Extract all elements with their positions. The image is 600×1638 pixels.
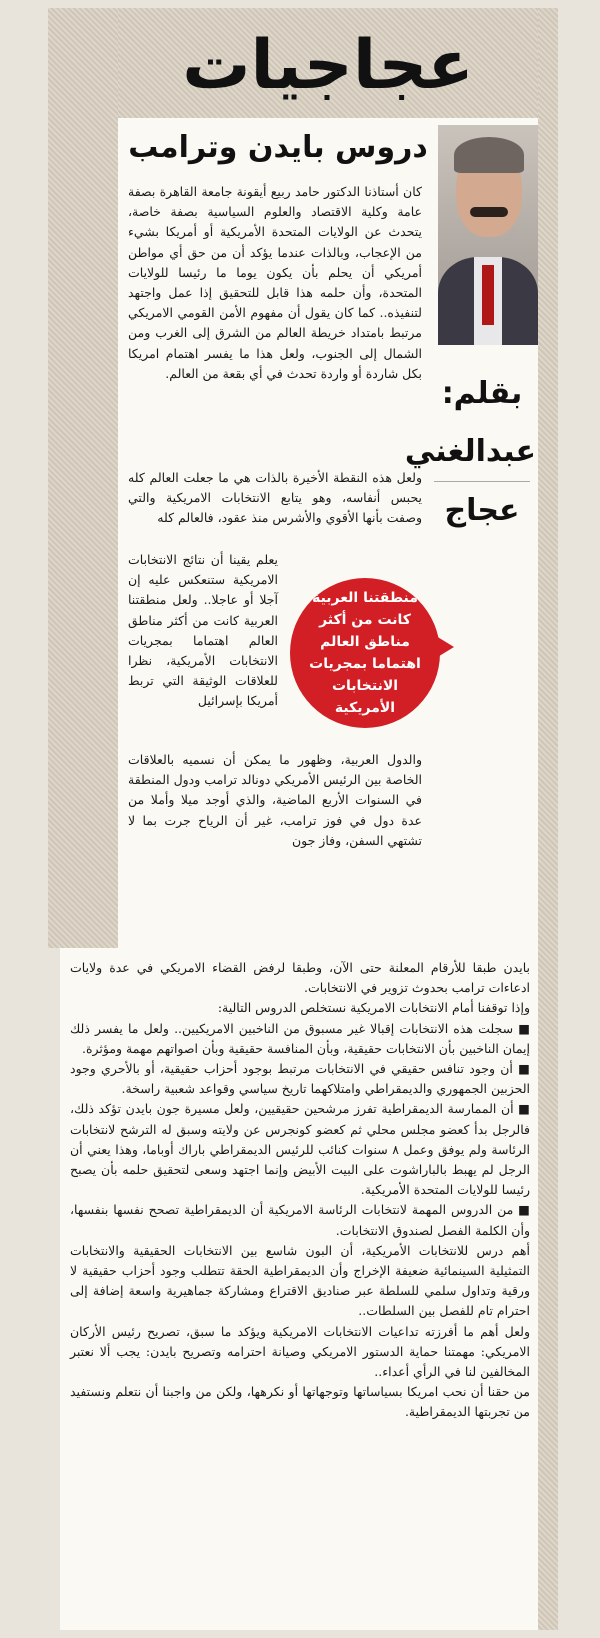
author-byline <box>404 365 536 540</box>
lower-paragraph: ■ أن الممارسة الديمقراطية تفرز مرشحين حقيقيين، ولعل مسيرة جون بايدن تؤكد ذلك، فالرجل بدأ كعضو مجلس محلي ثم كعضو كونجرس عن ولايته وسبق له الترشح لانتخابات الرئاسة ولم يوفق وعمل ٨ سنوات كنائب للرئيس الديمقراطي باراك أوباما، وهذا يعني أن الرجل لم يهبط بالباراشوت على البيت الأبيض وإنما اجتهد وسعى لتحقيق حلمه بأن يصبح رئيسا للولايات المتحدة الأمريكية. <box>70 1101 530 1198</box>
paragraph-intro: كان أستاذنا الدكتور حامد ربيع أيقونة جامعة القاهرة بصفة عامة وكلية الاقتصاد والعلوم السياسية بصفة خاصة، يتحدث عن الولايات المتحدة الأمريكية أو أمريكا بشيء من الإعجاب، وبالذات عندما يؤكد أن من حق أي مواطن أمريكي أن يحلم بأن يكون يوما ما رئيسا للولايات المتحدة، وأن حلمه هذا قابل للتحقيق إذا عمل واجتهد لتنفيذه.. كما كان يقول أن مفهوم الأمن القومي الامريكي مرتبط بامتداد خريطة العالم من الشرق إلى الغرب ومن الشمال إلى الجنوب، ولعل هذا ما يفسر اهتمام امريكا بكل شاردة أو واردة تحدث في أي بقعة من العالم. <box>128 184 422 381</box>
right-border-hatch <box>538 8 558 1630</box>
lower-text <box>70 958 530 1423</box>
paragraph-region: يعلم يقينا أن نتائج الانتخابات الامريكية ستنعكس عليه إن آجلا أو عاجلا.. ولعل منطقتنا العربية كانت من أكثر مناطق العالم اهتماما بمجريات الانتخابات الأمريكية، نظرا للعلاقات الوثيقة التي تربط أمريكا بإسرائيل <box>128 552 278 709</box>
lower-paragraph: بايدن طبقا للأرقام المعلنة حتى الآن، وطبقا لرفض القضاء الامريكي في عدة ولايات ادعاءات ترامب بحدوث تزوير في الانتخابات. <box>70 960 530 996</box>
lower-paragraph: وإذا توقفنا أمام الانتخابات الامريكية نستخلص الدروس التالية: <box>217 1000 530 1016</box>
article-headline: دروس بايدن وترامب <box>128 130 428 165</box>
byline-prefix: بقلم: <box>441 376 523 411</box>
column-banner-title: عجاجيات <box>182 26 474 105</box>
lower-paragraph: ■ من الدروس المهمة لانتخابات الرئاسة الامريكية أن الديمقراطية تصحح نفسها بنفسها، وأن الكلمة الفصل لصندوق الانتخابات. <box>70 1202 530 1238</box>
lower-paragraph: من حقنا أن نحب امريكا بسياساتها وتوجهاتها أو نكرهها، ولكن من واجبنا أن نتعلم ونستفيد من تجربتها الديمقراطية. <box>70 1384 530 1420</box>
lower-paragraph: أهم درس للانتخابات الأمريكية، أن البون شاسع بين الانتخابات الحقيقية والانتخابات التمثيلية السينمائية ضعيفة الإخراج وأن الديمقراطية الحقة تتطلب وجود أحزاب حقيقية لا ورقية وتداول سلمي للسلطة عبر صناديق الاقتراع ومشاركة جماهيرية واسعة إضافة إلى احترام تام للفصل بين السلطات.. <box>70 1242 530 1319</box>
author-last-name: عجاج <box>444 493 520 528</box>
lower-paragraph: ■ سجلت هذه الانتخابات إقبالا غير مسبوق من الناخبين الامريكيين.. ولعل ما يفسر ذلك إيمان الناخبين بأن الانتخابات حقيقية، وبأن المنافسة حقيقية وبأن اصواتهم مهمة ومؤثرة. <box>70 1020 530 1056</box>
paragraph-relations: والدول العربية، وظهور ما يمكن أن نسميه بالعلاقات الخاصة بين الرئيس الأمريكي دونالد ترامب ودول المنطقة في السنوات الأربع الماضية، والذي أوجد ميلا وأملا من عدة دول في فوز ترامب، غير أن الرياح جرت بما لا تشتهي السفن، وفاز جون <box>128 752 422 848</box>
lower-paragraph: ■ أن وجود تنافس حقيقي في الانتخابات مرتبط بوجود أحزاب حقيقية، أو بالأحري وجود الحزبين الجمهوري والديمقراطي وامتلاكهما تاريخ سياسي وقواعد شعبية راسخة. <box>70 1061 530 1097</box>
pullquote-circle: منطقتنا العربية كانت من أكثر مناطق العالم اهتماما بمجريات الانتخابات الأمريكية <box>290 578 440 728</box>
author-photo <box>438 125 538 345</box>
paragraph-focus: ولعل هذه النقطة الأخيرة بالذات هي ما جعلت العالم كله يحبس أنفاسه، وهو يتابع الانتخابات الامريكية والتي وصفت بأنها الأقوي والأشرس منذ عقود، فالعالم كله <box>128 470 422 526</box>
left-border-hatch <box>48 8 118 948</box>
author-first-name: عبدالغني <box>404 434 536 469</box>
lower-paragraph: ولعل أهم ما أفرزته تداعيات الانتخابات الامريكية ويؤكد ما سبق، تصريح رئيس الأركان الامريكي: مهمتنا حماية الدستور الامريكي وصيانة احترامه وتصريح بايدن: يجب ألا نعتبر المخالفين لنا في الرأي أعداء.. <box>70 1323 530 1380</box>
